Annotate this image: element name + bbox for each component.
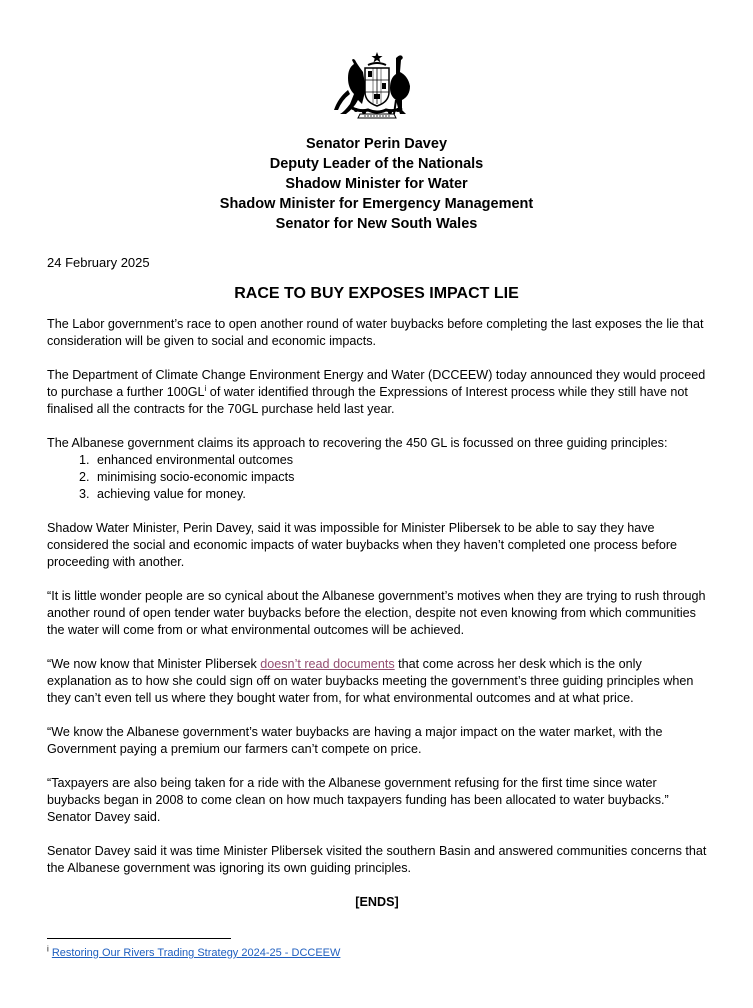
article-body [47,316,707,928]
paragraph-5: “It is little wonder people are so cynical about the Albanese government’s motives when they are trying to rush through another round of open tender water buybacks before the election, despite not even knowing from which communities the water will come from or what environmental outcomes will be achieved. [47,589,706,637]
paragraph-8: “Taxpayers are also being taken for a ride with the Albanese government refusing for the first time since water buybacks began in 2008 to come clean on how much taxpayers funding has been allocated to water buybacks.” Senator Davey said. [47,776,669,824]
paragraph-2-start: The Department of Climate Change Environment Energy and Water (DCCEEW) today announced they would proceed to purchase a further 100GL [47,368,706,399]
paragraph-6 [47,656,707,707]
coat-of-arms-icon [330,50,424,122]
page-title: RACE TO BUY EXPOSES IMPACT LIE [234,285,519,302]
paragraph-3: The Albanese government claims its approach to recovering the 450 GL is focussed on three guiding principles: [47,436,668,450]
paragraph-1: The Labor government’s race to open another round of water buybacks before completing the last exposes the lie that consideration will be given to social and economic impacts. [47,317,704,348]
footnote-marker[interactable]: i [204,383,207,393]
paragraph-7: “We know the Albanese government’s water buybacks are having a major impact on the water market, with the Government paying a premium our farmers can’t compete on price. [47,725,663,756]
paragraph-4: Shadow Water Minister, Perin Davey, said it was impossible for Minister Plibersek to be able to say they have considered the social and economic impacts of water buybacks when they haven’t completed one process before proceeding with another. [47,521,678,569]
deputy-leader-title: Deputy Leader of the Nationals [269,156,484,172]
shadow-minister-emergency-title: Shadow Minister for Emergency Management [219,196,534,212]
shadow-minister-water-title: Shadow Minister for Water [285,176,468,192]
footnote [47,946,340,960]
senator-name: Senator Perin Davey [305,136,448,152]
guiding-principles-list [47,452,707,503]
paragraph-2-end: of water identified through the Expressions of Interest process while they still have not finalised all the contracts for the 70GL purchase held last year. [47,385,688,416]
paragraph-6-end: that come across her desk which is the only explanation as to how she could sign off on water buybacks meeting the government’s three guiding principles when they can’t even tell us where they bought water from, for what environmental outcomes and at what price. [47,657,694,705]
footnote-divider [47,938,231,939]
documents-link[interactable]: doesn’t read documents [260,657,395,671]
release-date: 24 February 2025 [47,255,150,270]
ends-marker: [ENDS] [355,895,399,909]
senator-state-title: Senator for New South Wales [275,216,478,232]
footnote-link[interactable]: Restoring Our Rivers Trading Strategy 2024-25 - DCCEEW [51,947,341,959]
senator-title-block [0,134,753,234]
paragraph-6-start: “We now know that Minister Plibersek [47,657,261,671]
paragraph-9: Senator Davey said it was time Minister Plibersek visited the southern Basin and answered communities concerns that the Albanese government was ignoring its own guiding principles. [47,844,707,875]
list-item: 3. achieving value for money. [93,486,707,503]
footnote-number: i [47,944,49,954]
list-item: 2. minimising socio-economic impacts [93,469,707,486]
list-item: 1. enhanced environmental outcomes [93,452,707,469]
paragraph-2 [47,367,707,418]
